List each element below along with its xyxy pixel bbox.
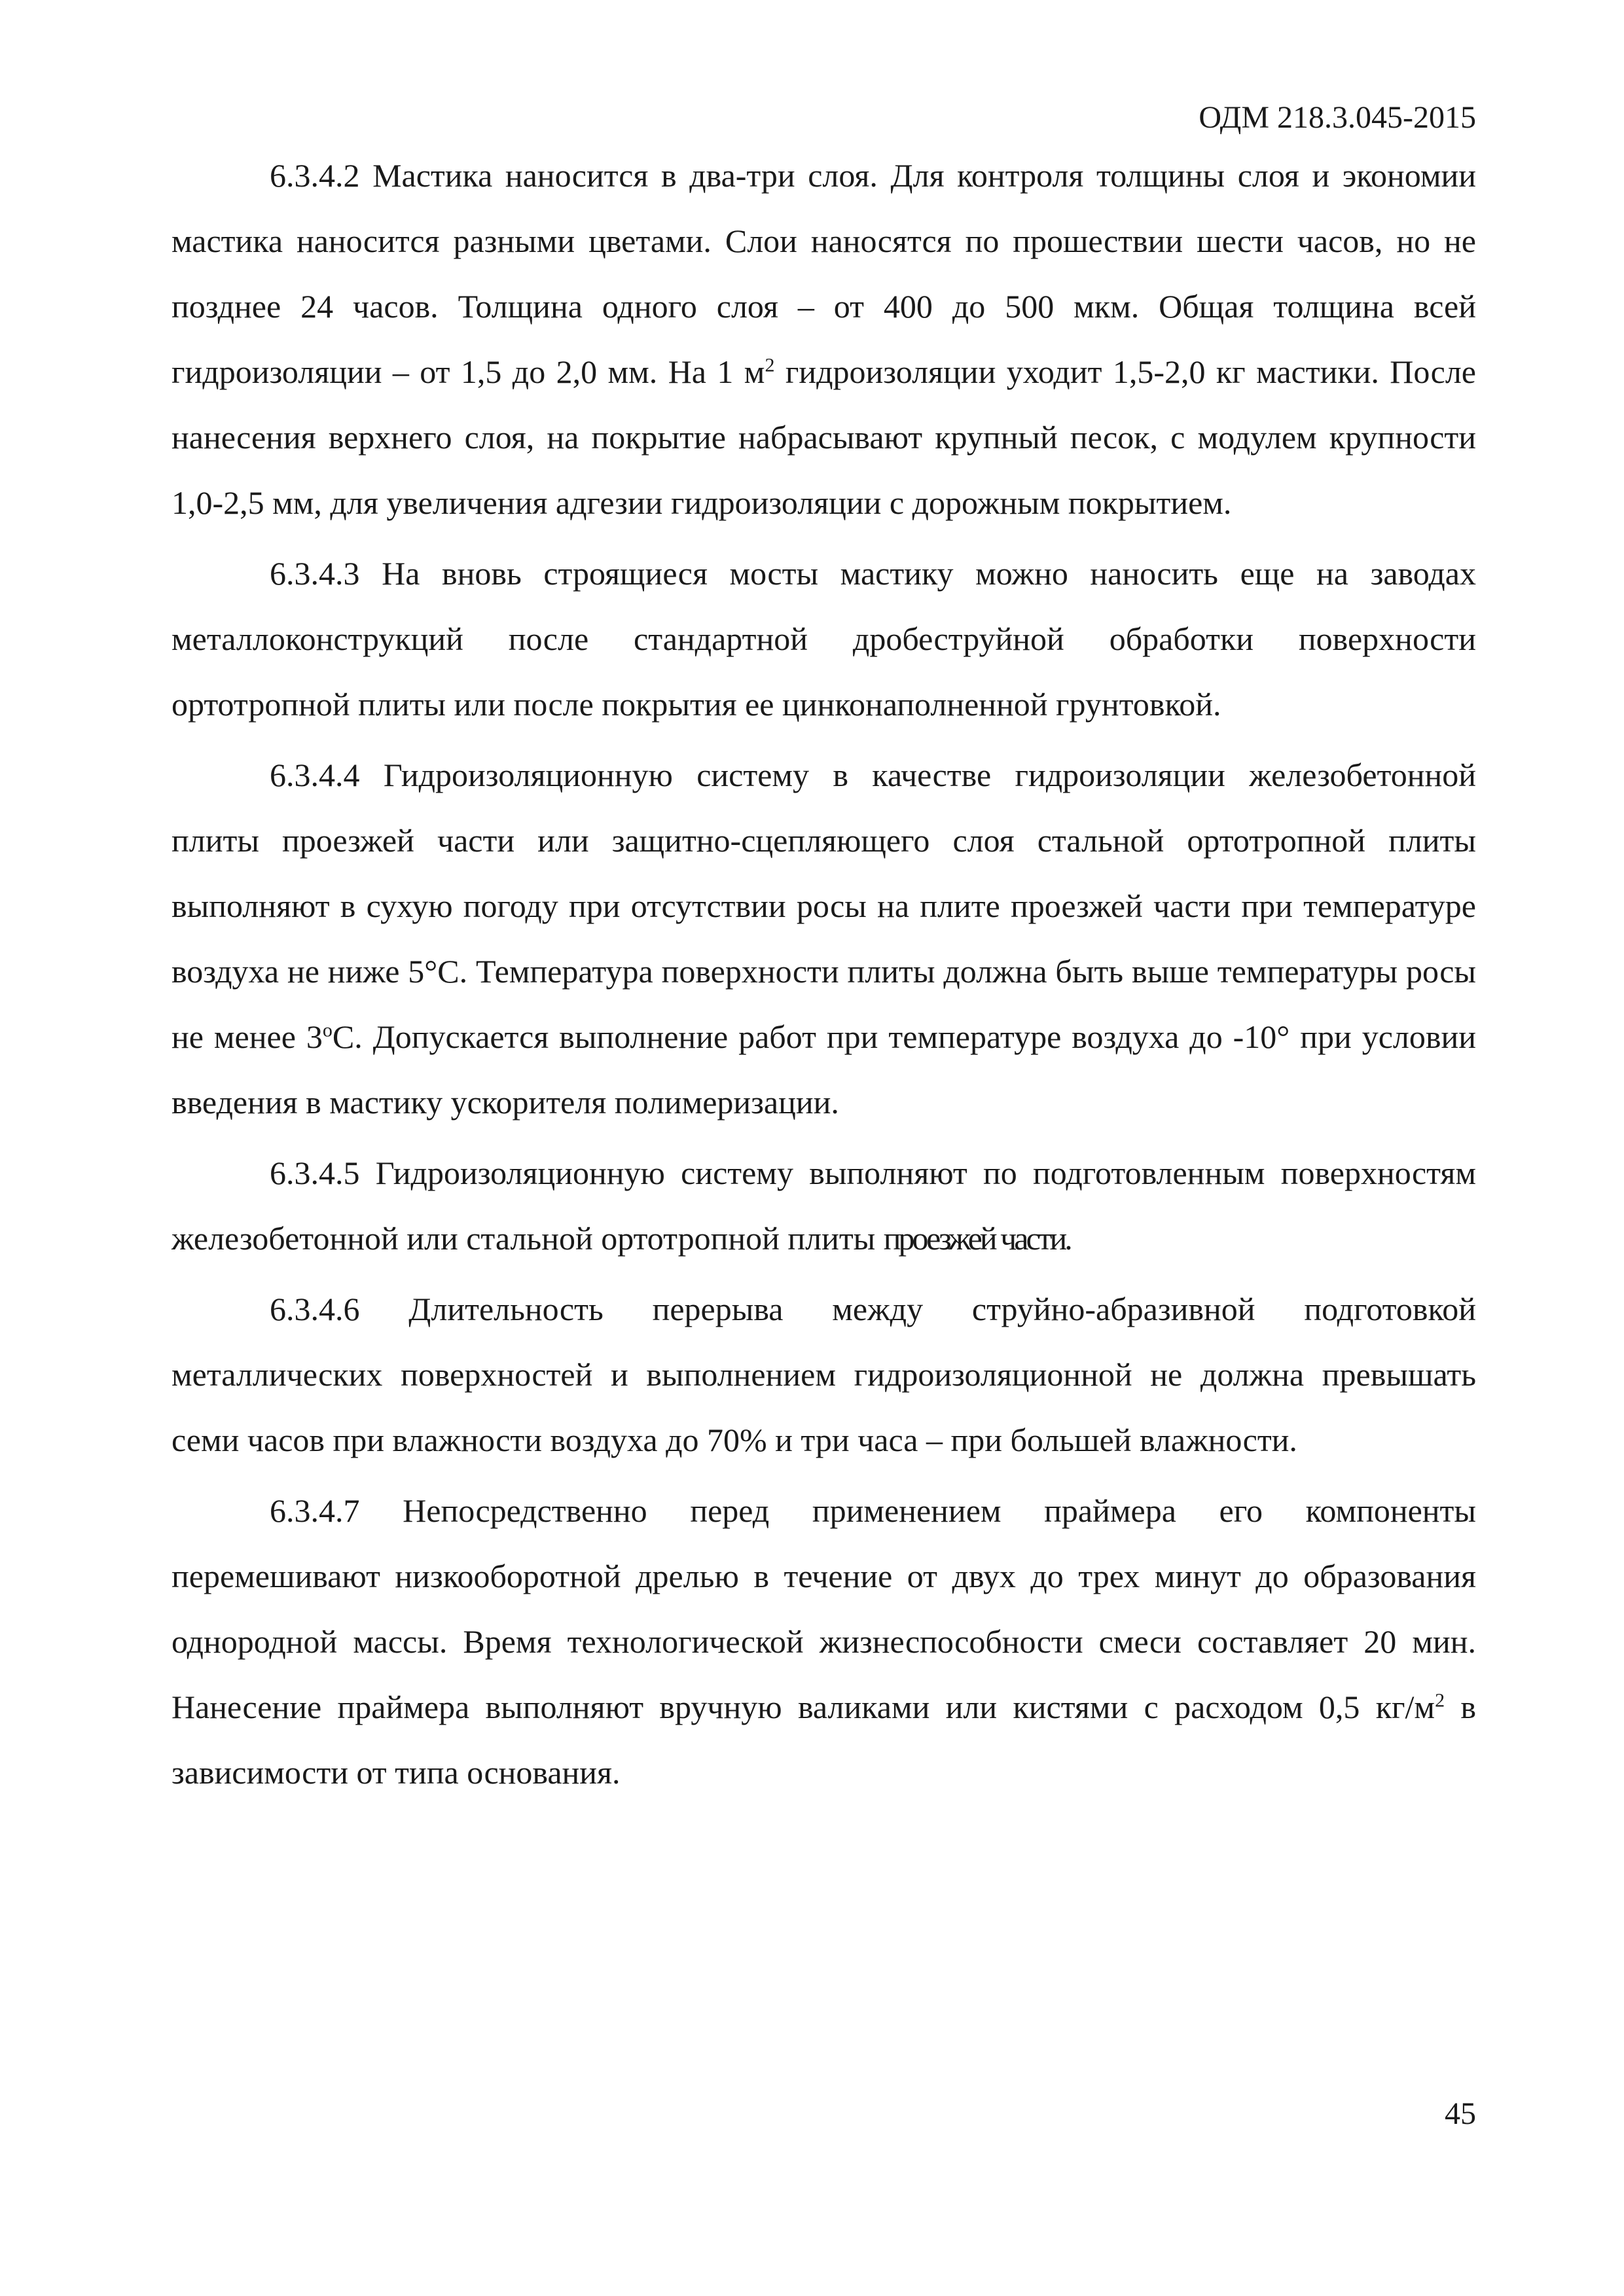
superscript: о [322,1019,333,1041]
paragraph-text: 6.3.4.3 На вновь строящиеся мосты мастику можно наносить еще на заводах металлоконструкций после стандартной дробеструйной обработки поверхности ортотропной плиты или после покрытия ее цинконаполненной грунтовкой. [171,555,1476,723]
superscript: 2 [1435,1689,1445,1712]
paragraph-text-continued: гидроизоляции уходит 1,5-2,0 кг мастики. После нанесения верхнего слоя, на покрытие набрасывают крупный песок, с модулем крупности 1,0-2,5 мм, для увеличения адгезии гидроизоляции с дорожным покрытием. [171,353,1477,521]
document-code-header: ОДМ 218.3.045-2015 [1199,100,1476,135]
paragraph-6-3-4-2 [171,143,1476,535]
paragraph-text: 6.3.4.4 Гидроизоляционную систему в качестве гидроизоляции железобетонной плиты проезжей части или защитно-сцепляющего слоя стальной ортотропной плиты выполняют в сухую погоду при отсутствии росы на плите проезжей части при температуре воздуха не ниже 5°С. Температура поверхности плиты должна быть выше температуры росы не менее 3 [171,757,1476,1055]
paragraph-6-3-4-6 [171,1276,1476,1473]
paragraph-6-3-4-4 [171,742,1476,1135]
paragraph-text-continued: С. Допускается выполнение работ при температуре воздуха до -10° при условии введения в мастику ускорителя полимеризации. [171,1018,1476,1121]
paragraph-6-3-4-7 [171,1478,1476,1805]
page-number: 45 [1445,2096,1476,2131]
paragraph-text: 6.3.4.6 Длительность перерыва между струйно-абразивной подготовкой металлических поверхностей и выполнением гидроизоляционной не должна превышать семи часов при влажности воздуха до 70% и три часа – при большей влажности. [171,1291,1476,1458]
paragraph-6-3-4-5 [171,1140,1476,1271]
superscript: 2 [765,354,775,376]
document-body [171,143,1476,1810]
paragraph-text: 6.3.4.5 Гидроизоляционную систему выполняют по подготовленным поверхностям железобетонной или стальной ортотропной плиты [171,1155,1476,1257]
paragraph-text: 6.3.4.2 Мастика наносится в два-три слоя. Для контроля толщины слоя и экономии мастика наносится разными цветами. Слои наносятся по прошествии шести часов, но не позднее 24 часов. Толщина одного слоя – от 400 до 500 мкм. Общая толщина всей гидроизоляции – от 1,5 до 2,0 мм. На 1 м [171,157,1476,390]
paragraph-6-3-4-3 [171,541,1476,737]
paragraph-text-continued: в зависимости от типа основания. [171,1689,1476,1791]
paragraph-text-condensed: проезжей части. [883,1220,1070,1257]
paragraph-text: 6.3.4.7 Непосредственно перед применением праймера его компоненты перемешивают низкооборотной дрелью в течение от двух до трех минут до образования однородной массы. Время технологической жизнеспособности смеси составляет 20 мин. Нанесение праймера выполняют вручную валиками или кистями с расходом 0,5 кг/м [171,1492,1476,1725]
